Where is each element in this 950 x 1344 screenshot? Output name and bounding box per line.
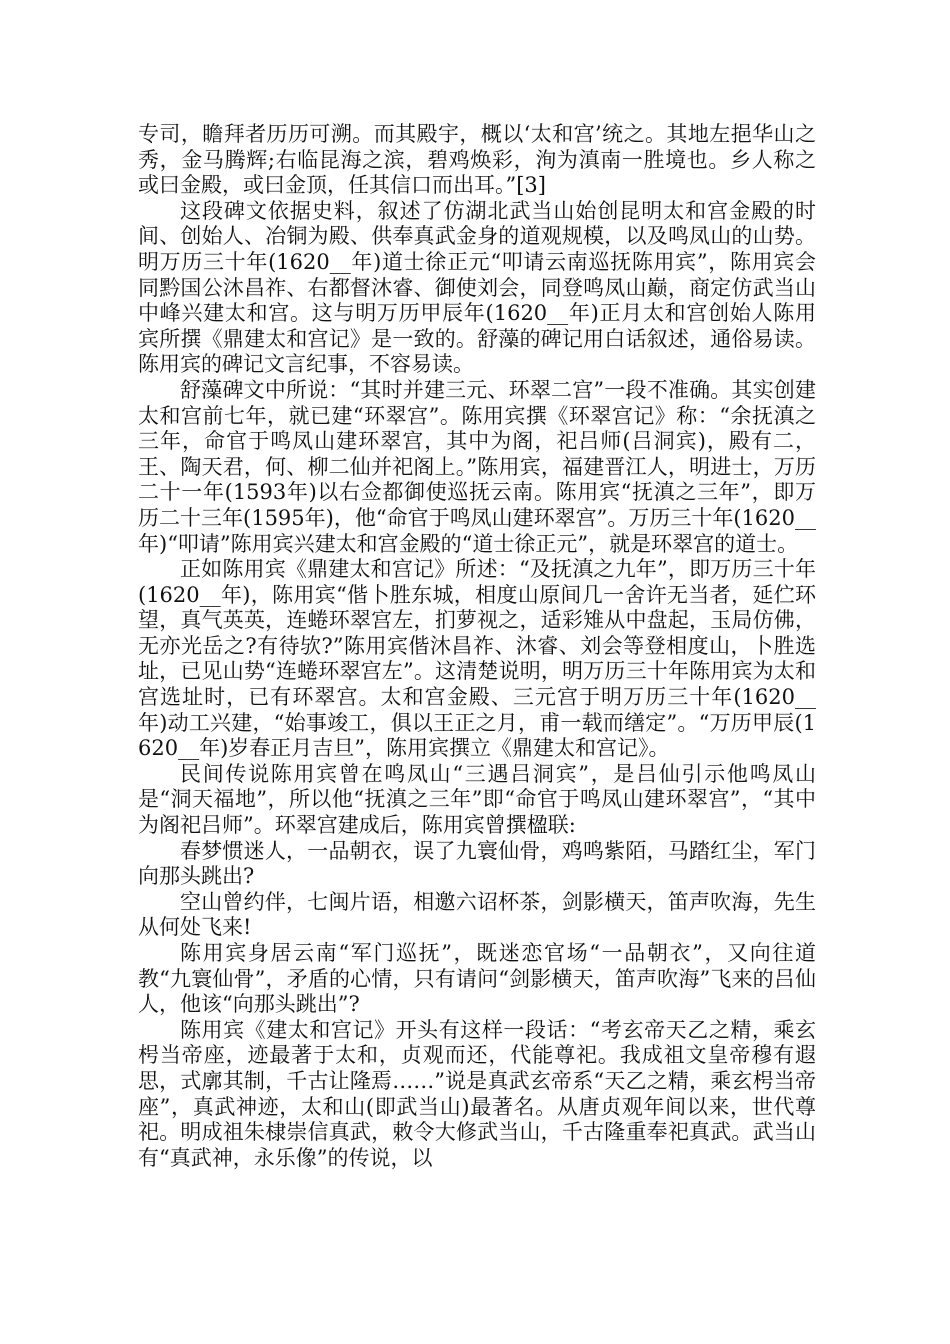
couplet-line-second: 空山曾约伴，七闽片语，相邀六诏杯茶，剑影横天，笛声吹海，先生从何处飞来!: [138, 889, 816, 940]
article-body: [138, 122, 816, 1171]
paragraph: 这段碑文依据史料，叙述了仿湖北武当山始创昆明太和宫金殿的时间、创始人、冶铜为殿、供奉真武金身的道观规模，以及鸣凤山的山势。明万历三十年(1620__年)道士徐正元“叩请云南巡抚陈用宾”，陈用宾会同黔国公沐昌祚、右都督沐睿、御使刘会，同登鸣凤山巅，商定仿武当山中峰兴建太和宫。这与明万历甲辰年(1620__年)正月太和宫创始人陈用宾所撰《鼎建太和宫记》是一致的。舒藻的碑记用白话叙述，通俗易读。陈用宾的碑记文言纪事，不容易读。: [138, 198, 816, 377]
paragraph-continuation: 专司，瞻拜者历历可溯。而其殿宇，概以‘太和宫’统之。其地左挹华山之秀，金马腾辉;右临昆海之滨，碧鸡焕彩，洵为滇南一胜境也。乡人称之或曰金殿，或曰金顶，任其信口而出耳。”[3]: [138, 122, 816, 198]
paragraph: 舒藻碑文中所说：“其时并建三元、环翠二宫”一段不准确。其实创建太和宫前七年，就已建“环翠宫”。陈用宾撰《环翠宫记》称：“余抚滇之三年，命官于鸣凤山建环翠宫，其中为阁，祀吕师(吕洞宾)，殿有二，王、陶天君，何、柳二仙并祀阁上。”陈用宾，福建晋江人，明进士，万历二十一年(1593年)以右佥都御使巡抚云南。陈用宾“抚滇之三年”，即万历二十三年(1595年)，他“命官于鸣凤山建环翠宫”。万历三十年(1620__年)“叩请”陈用宾兴建太和宫金殿的“道士徐正元”，就是环翠宫的道士。: [138, 377, 816, 556]
paragraph: 陈用宾《建太和宫记》开头有这样一段话：“考玄帝天乙之精，乘玄枵当帝座，迹最著于太和，贞观而还，代能尊祀。我成祖文皇帝穆有遐思，式廓其制，千古让隆焉……”说是真武玄帝系“天乙之精，乘玄枵当帝座”，真武神迹，太和山(即武当山)最著名。从唐贞观年间以来，世代尊祀。明成祖朱棣崇信真武，敕令大修武当山，千古隆重奉祀真武。武当山有“真武神，永乐像”的传说，以: [138, 1017, 816, 1170]
couplet-line-first: 春梦惯迷人，一品朝衣，误了九寰仙骨，鸡鸣紫陌，马踏红尘，军门向那头跳出?: [138, 838, 816, 889]
paragraph: 正如陈用宾《鼎建太和宫记》所述：“及抚滇之九年”，即万历三十年(1620__年)，陈用宾“偕卜胜东城，相度山原间几一舍许无当者，延伫环望，真气英英，连蜷环翠宫左，扪萝视之，适彩雉从中盘起，玉局仿佛，无亦光岳之?有待欤?”陈用宾偕沐昌祚、沐睿、刘会等登相度山，卜胜选址，已见山势“连蜷环翠宫左”。这清楚说明，明万历三十年陈用宾为太和宫选址时，已有环翠宫。太和宫金殿、三元宫于明万历三十年(1620__年)动工兴建，“始事竣工，俱以王正之月，甫一载而缮定”。“万历甲辰(1620__年)岁春正月吉旦”，陈用宾撰立《鼎建太和宫记》。: [138, 557, 816, 761]
paragraph: 民间传说陈用宾曾在鸣凤山“三遇吕洞宾”，是吕仙引示他鸣凤山是“洞天福地”，所以他“抚滇之三年”即“命官于鸣凤山建环翠宫”，“其中为阁祀吕师”。环翠宫建成后，陈用宾曾撰楹联:: [138, 761, 816, 838]
paragraph: 陈用宾身居云南“军门巡抚”，既迷恋官场“一品朝衣”，又向往道教“九寰仙骨”，矛盾的心情，只有请问“剑影横天，笛声吹海”飞来的吕仙人，他该“向那头跳出”?: [138, 941, 816, 1017]
